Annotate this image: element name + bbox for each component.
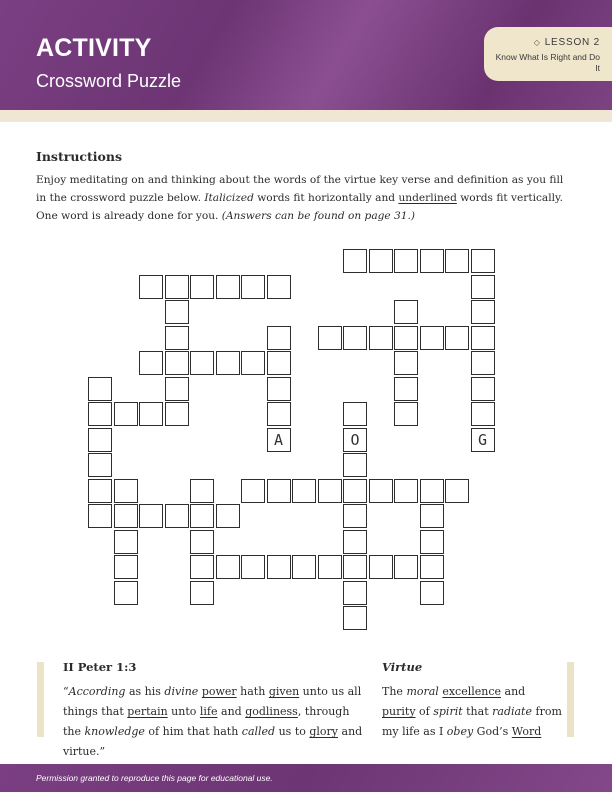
text-segment: glory	[309, 725, 339, 738]
crossword-cell[interactable]	[394, 326, 418, 350]
crossword-cell[interactable]	[343, 402, 367, 426]
crossword-cell[interactable]	[369, 479, 393, 503]
crossword-cell[interactable]	[165, 351, 189, 375]
crossword-cell[interactable]	[190, 581, 214, 605]
crossword-cell[interactable]	[394, 402, 418, 426]
crossword-cell[interactable]	[318, 555, 342, 579]
crossword-cell[interactable]	[292, 479, 316, 503]
crossword-cell[interactable]	[394, 377, 418, 401]
text-segment: and	[501, 685, 526, 698]
crossword-cell[interactable]	[241, 555, 265, 579]
crossword-cell[interactable]	[420, 249, 444, 273]
crossword-cell[interactable]	[394, 300, 418, 324]
crossword-cell[interactable]	[420, 555, 444, 579]
text-segment: that	[462, 705, 493, 718]
lesson-subtitle: Know What Is Right and Do It	[495, 52, 600, 73]
verse-reference: II Peter 1:3	[63, 660, 137, 674]
crossword-cell[interactable]	[394, 555, 418, 579]
text-segment: of him that hath	[144, 725, 242, 738]
crossword-cell[interactable]	[190, 504, 214, 528]
lesson-number: LESSON 2	[544, 37, 600, 48]
crossword-cell[interactable]	[165, 300, 189, 324]
crossword-cell[interactable]	[394, 479, 418, 503]
crossword-cell[interactable]	[114, 479, 138, 503]
crossword-cell[interactable]	[165, 377, 189, 401]
crossword-cell[interactable]	[139, 402, 163, 426]
text-segment: hath	[236, 685, 269, 698]
crossword-cell[interactable]	[139, 275, 163, 299]
instructions-italic-word: Italicized	[204, 192, 254, 204]
crossword-cell[interactable]	[267, 326, 291, 350]
text-segment: radiate	[492, 705, 532, 718]
crossword-cell[interactable]	[471, 300, 495, 324]
instructions-text	[36, 171, 576, 225]
text-segment: us to	[275, 725, 310, 738]
virtue-title: Virtue	[382, 660, 423, 674]
crossword-cell[interactable]	[445, 326, 469, 350]
crossword-cell[interactable]	[267, 275, 291, 299]
text-segment: power	[201, 685, 237, 698]
crossword-cell[interactable]	[343, 249, 367, 273]
crossword-cell[interactable]	[343, 530, 367, 554]
crossword-cell[interactable]	[190, 351, 214, 375]
crossword-cell[interactable]	[165, 402, 189, 426]
text-segment: unto	[167, 705, 200, 718]
crossword-cell[interactable]	[267, 377, 291, 401]
crossword-cell[interactable]	[165, 504, 189, 528]
text-segment: According	[68, 685, 126, 698]
crossword-cell[interactable]	[343, 581, 367, 605]
text-segment: and	[217, 705, 246, 718]
crossword-cell[interactable]	[318, 326, 342, 350]
page-subtitle: Crossword Puzzle	[36, 71, 182, 91]
crossword-cell[interactable]	[165, 275, 189, 299]
crossword-cell[interactable]	[471, 377, 495, 401]
crossword-cell[interactable]	[190, 555, 214, 579]
crossword-cell[interactable]	[267, 402, 291, 426]
crossword-cell[interactable]	[216, 504, 240, 528]
crossword-cell[interactable]	[88, 402, 112, 426]
text-segment: spirit	[433, 705, 463, 718]
text-segment: purity	[382, 705, 416, 718]
crossword-cell[interactable]	[190, 530, 214, 554]
crossword-cell[interactable]	[471, 275, 495, 299]
crossword-cell-filled[interactable]: G	[471, 428, 495, 452]
crossword-cell[interactable]	[369, 249, 393, 273]
text-segment: Word	[511, 725, 542, 738]
text-segment: called	[241, 725, 276, 738]
crossword-cell[interactable]	[369, 555, 393, 579]
text-segment: and virtue.”	[63, 725, 363, 758]
verse-text	[63, 682, 363, 762]
header-banner	[0, 0, 612, 110]
crossword-cell[interactable]	[114, 504, 138, 528]
instructions-underline-word: underlined	[398, 192, 457, 204]
crossword-cell[interactable]	[190, 479, 214, 503]
crossword-cell[interactable]	[471, 249, 495, 273]
instructions-heading: Instructions	[36, 149, 123, 164]
crossword-cell[interactable]	[471, 326, 495, 350]
crossword-cell[interactable]	[420, 530, 444, 554]
crossword-cell[interactable]	[139, 504, 163, 528]
header-divider	[0, 110, 612, 122]
text-segment: God’s	[473, 725, 512, 738]
text-segment: given	[268, 685, 300, 698]
text-segment: excellence	[442, 685, 502, 698]
crossword-cell[interactable]	[88, 428, 112, 452]
text-segment: “	[63, 685, 69, 698]
page-title: ACTIVITY	[36, 34, 152, 62]
crossword-cell[interactable]	[88, 377, 112, 401]
footer-banner	[0, 764, 612, 792]
text-segment: life	[199, 705, 218, 718]
crossword-cell[interactable]	[394, 249, 418, 273]
lesson-badge	[484, 27, 612, 81]
crossword-cell[interactable]	[114, 402, 138, 426]
crossword-cell[interactable]	[343, 504, 367, 528]
text-segment: divine	[164, 685, 199, 698]
crossword-cell[interactable]	[420, 504, 444, 528]
crossword-cell[interactable]	[88, 479, 112, 503]
virtue-definition	[382, 682, 562, 742]
crossword-cell[interactable]	[445, 249, 469, 273]
text-segment: unto us all things that	[63, 685, 362, 718]
crossword-cell[interactable]	[241, 275, 265, 299]
crossword-cell[interactable]	[343, 555, 367, 579]
crossword-cell[interactable]	[267, 479, 291, 503]
crossword-cell[interactable]	[471, 402, 495, 426]
verse-accent-bar	[37, 662, 44, 737]
crossword-cell[interactable]	[114, 555, 138, 579]
text-segment: , through the	[63, 705, 350, 738]
text-segment: knowledge	[84, 725, 145, 738]
crossword-cell[interactable]	[394, 351, 418, 375]
crossword-cell[interactable]	[139, 351, 163, 375]
text-segment: pertain	[127, 705, 168, 718]
crossword-cell[interactable]	[471, 351, 495, 375]
crossword-cell[interactable]	[88, 453, 112, 477]
crossword-cell[interactable]	[241, 351, 265, 375]
crossword-cell-filled[interactable]: O	[343, 428, 367, 452]
text-segment: of	[415, 705, 434, 718]
crossword-cell[interactable]	[420, 326, 444, 350]
instructions-part3: words fit vertically. One word is already done for you.	[36, 192, 563, 222]
instructions-part1: Enjoy meditating on and thinking about the words of the virtue key verse and definition as you fill in the crossword puzzle below.	[36, 174, 564, 204]
crossword-cell[interactable]	[343, 453, 367, 477]
crossword-cell[interactable]	[114, 530, 138, 554]
crossword-cell[interactable]	[241, 479, 265, 503]
crossword-cell[interactable]	[216, 351, 240, 375]
crossword-cell[interactable]	[292, 555, 316, 579]
virtue-accent-bar	[567, 662, 574, 737]
footer-permission: Permission granted to reproduce this page for educational use.	[36, 773, 273, 783]
text-segment: as his	[125, 685, 165, 698]
text-segment: godliness	[245, 705, 298, 718]
crossword-cell[interactable]	[267, 555, 291, 579]
crossword-cell[interactable]	[420, 479, 444, 503]
crossword-cell[interactable]	[420, 581, 444, 605]
text-segment: moral	[406, 685, 439, 698]
crossword-cell[interactable]	[165, 326, 189, 350]
crossword-cell[interactable]	[369, 326, 393, 350]
crossword-cell[interactable]	[267, 351, 291, 375]
crossword-cell[interactable]	[216, 555, 240, 579]
lesson-label	[534, 37, 600, 48]
crossword-cell[interactable]	[190, 275, 214, 299]
text-segment: obey	[446, 725, 474, 738]
text-segment: The	[382, 685, 407, 698]
crossword-cell[interactable]	[343, 326, 367, 350]
crossword-cell[interactable]	[318, 479, 342, 503]
instructions-part2: words fit horizontally and	[253, 192, 399, 204]
crossword-cell[interactable]	[114, 581, 138, 605]
crossword-cell[interactable]	[445, 479, 469, 503]
crossword-cell[interactable]	[88, 504, 112, 528]
answers-note: (Answers can be found on page 31.)	[221, 210, 416, 222]
crossword-cell[interactable]	[343, 479, 367, 503]
crossword-cell-filled[interactable]: A	[267, 428, 291, 452]
crossword-cell[interactable]	[343, 606, 367, 630]
crossword-cell[interactable]	[216, 275, 240, 299]
text-segment: from my life as I	[382, 705, 562, 738]
gem-icon: ◇	[533, 38, 541, 47]
